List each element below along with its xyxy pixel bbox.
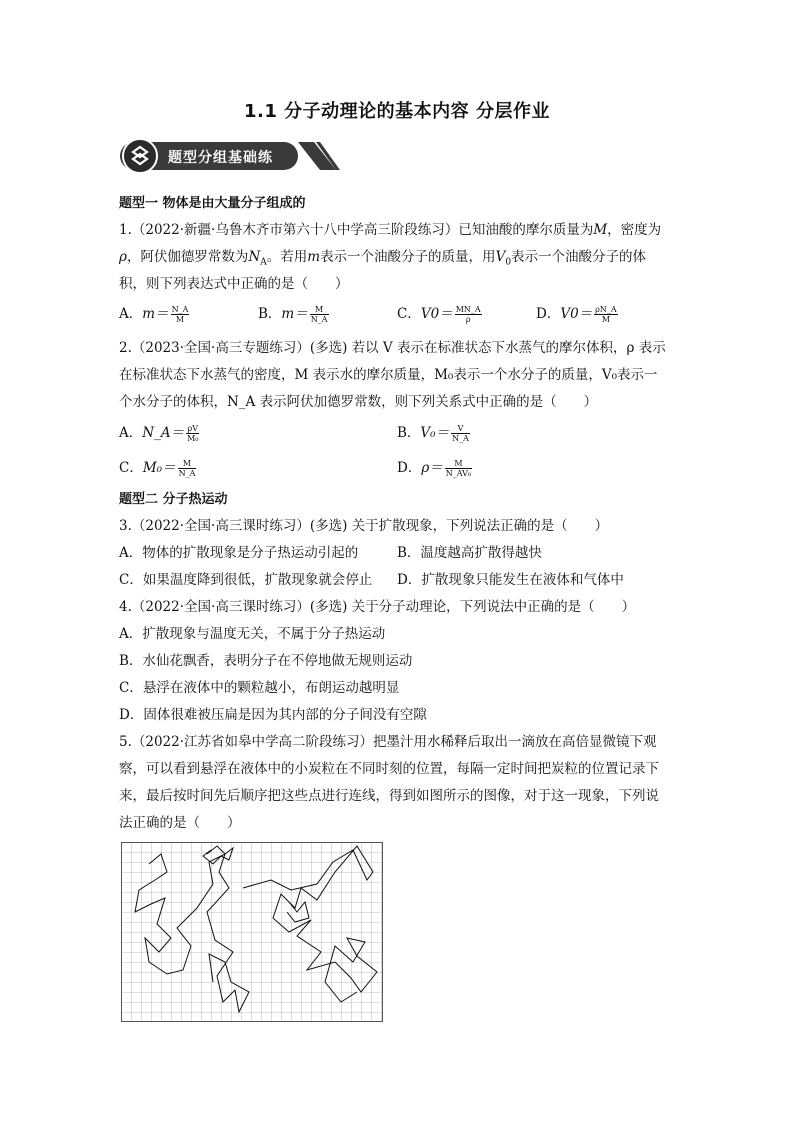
section-heading-1: 题型一 物体是由大量分子组成的 <box>119 196 306 211</box>
q3-option-d[interactable]: D．扩散现象只能发生在液体和气体中 <box>397 572 624 588</box>
q1-option-a[interactable]: A．m＝ $\frac{N\_A}{M}$ <box>119 305 189 324</box>
q2-line-3: 个水分子的体积，N_A 表示阿伏加德罗常数，则下列关系式中正确的是（ ） <box>119 394 598 410</box>
q2-line-2: 在标准状态下水蒸气的密度，M 表示水的摩尔质量，M₀表示一个水分子的质量，V₀表示一 <box>119 367 658 383</box>
q1-line-3: 积，则下列表达式中正确的是（ ） <box>119 276 349 292</box>
q5-line-1: 5.（2022·江苏省如皋中学高二阶段练习）把墨汁用水稀释后取出一滴放在高倍显微镜下观 <box>119 734 657 750</box>
banner-label: 题型分组基础练 <box>168 150 273 166</box>
q3-option-b[interactable]: B．温度越高扩散得越快 <box>397 545 542 561</box>
q2-option-b[interactable]: B．V₀＝ $\frac{V}{N\_A}$ <box>397 424 469 443</box>
q2-option-a[interactable]: A．N_A＝ $\frac{\rho V}{\text{M₀}}$ <box>119 424 199 443</box>
section-heading-2: 题型二 分子热运动 <box>119 492 228 507</box>
q3-line-1: 3.（2022·全国·高三课时练习）(多选) 关于扩散现象，下列说法正确的是（ ） <box>119 518 609 534</box>
brownian-grid-svg <box>121 842 383 1022</box>
q1-option-d[interactable]: D．V0＝ $\frac{\rho N\_A}{M}$ <box>536 305 617 324</box>
q1-option-b[interactable]: B．m＝ $\frac{M}{N\_A}$ <box>258 305 328 324</box>
q4-option-c[interactable]: C．悬浮在液体中的颗粒越小，布朗运动越明显 <box>119 680 400 696</box>
q1-line-2: ρ，阿伏伽德罗常数为$N_A$。若用m表示一个油酸分子的质量，用$V_0$表示一个油酸分子的体 <box>119 249 647 268</box>
brownian-motion-figure <box>121 842 383 1022</box>
q4-option-d[interactable]: D．固体很难被压扁是因为其内部的分子间没有空隙 <box>119 707 427 723</box>
q5-line-2: 察，可以看到悬浮在液体中的小炭粒在不同时刻的位置，每隔一定时间把炭粒的位置记录下 <box>119 761 659 777</box>
q3-option-c[interactable]: C．如果温度降到很低，扩散现象就会停止 <box>119 572 373 588</box>
q4-line-1: 4.（2022·全国·高三课时练习）(多选) 关于分子动理论，下列说法中正确的是（ ） <box>119 599 636 615</box>
q1-option-c[interactable]: C．V0＝ $\frac{MN\_A}{\rho}$ <box>397 305 481 324</box>
q2-option-d[interactable]: D．ρ＝ $\frac{M}{\text{N\_AV₀}}$ <box>397 459 472 478</box>
q4-option-a[interactable]: A．扩散现象与温度无关，不属于分子热运动 <box>119 626 386 642</box>
q2-line-1: 2.（2023·全国·高三专题练习）(多选) 若以 V 表示在标准状态下水蒸气的摩尔体积，ρ 表示 <box>119 340 666 356</box>
page-title: 1.1 分子动理论的基本内容 分层作业 <box>244 101 550 122</box>
section-banner <box>120 136 340 176</box>
q5-line-4: 法正确的是（ ） <box>119 815 241 831</box>
q1-line-1: 1.（2022·新疆·乌鲁木齐市第六十八中学高三阶段练习）已知油酸的摩尔质量为M，密度为 <box>119 222 662 238</box>
q5-line-3: 来，最后按时间先后顺序把这些点进行连线，得到如图所示的图像，对于这一现象，下列说 <box>119 788 659 804</box>
q2-option-c[interactable]: C．M₀＝ $\frac{M}{N\_A}$ <box>119 459 196 478</box>
q4-option-b[interactable]: B．水仙花飘香，表明分子在不停地做无规则运动 <box>119 653 413 669</box>
q3-option-a[interactable]: A．物体的扩散现象是分子热运动引起的 <box>119 545 359 561</box>
